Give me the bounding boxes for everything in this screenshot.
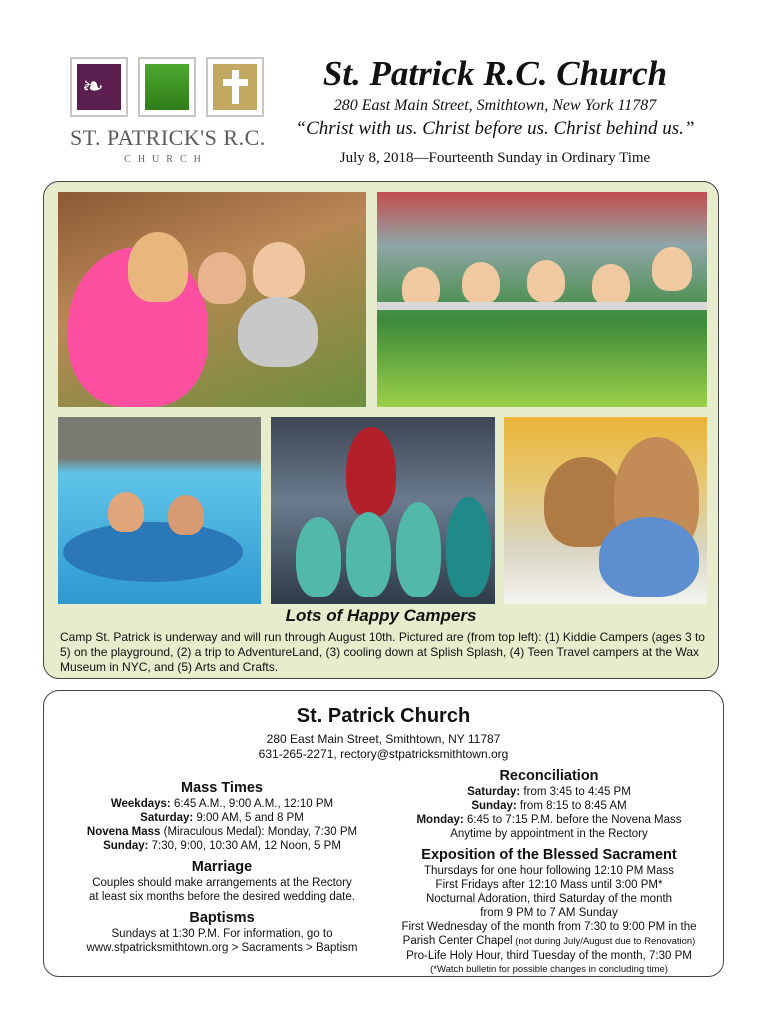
photo-wax-museum	[271, 417, 495, 604]
marriage-heading: Marriage	[191, 859, 253, 875]
church-address: 280 East Main Street, Smithtown, New York 11787	[333, 97, 657, 114]
exposition-line-2: First Fridays after 12:10 Mass until 3:00 PM*	[435, 879, 663, 891]
church-motto: “Christ with us. Christ before us. Christ behind us.”	[295, 118, 695, 139]
photo-splish-splash	[58, 417, 261, 604]
dove-logo-tile	[70, 57, 128, 117]
mass-saturday: Saturday: 9:00 AM, 5 and 8 PM	[140, 812, 304, 824]
exposition-heading: Exposition of the Blessed Sacrament	[421, 847, 677, 863]
logo-name: ST. PATRICK'S R.C.	[70, 125, 266, 150]
mass-weekdays: Weekdays: 6:45 A.M., 9:00 A.M., 12:10 PM	[110, 798, 334, 810]
info-contact: 631-265-2271, rectory@stpatricksmithtown.org	[258, 747, 509, 761]
baptisms-line-2: www.stpatricksmithtown.org > Sacraments > Baptism	[86, 942, 358, 954]
dove-icon: ❧	[82, 71, 104, 101]
exposition-line-3: Nocturnal Adoration, third Saturday of the month	[425, 893, 673, 905]
exposition-line-7: Pro-Life Holy Hour, third Tuesday of the month, 7:30 PM	[406, 950, 692, 962]
camp-caption: Camp St. Patrick is underway and will run through August 10th. Pictured are (from top left): (1) Kiddie Campers (ages 3 to 5) on the playground, (2) a trip to AdventureLand, (3) cooling down at Splish Splash, (4) Teen Travel campers at the Wax Museum in NYC, and (5) Arts and Crafts.	[60, 630, 705, 674]
mass-times-heading: Mass Times	[181, 780, 263, 796]
cross-icon	[213, 64, 257, 110]
baptisms-line-1: Sundays at 1:30 P.M. For information, go to	[111, 928, 333, 940]
exposition-line-4: from 9 PM to 7 AM Sunday	[480, 907, 618, 919]
photo-arts-and-crafts	[504, 417, 707, 604]
church-info-panel	[43, 690, 724, 977]
cross-logo-tile	[206, 57, 264, 117]
info-title: St. Patrick Church	[296, 705, 471, 727]
left-column	[62, 779, 382, 955]
exposition-note: (*Watch bulletin for possible changes in concluding time)	[430, 964, 668, 975]
camp-panel	[43, 181, 719, 679]
reconciliation-heading: Reconciliation	[499, 768, 599, 784]
exposition-line-5: First Wednesday of the month from 7:30 to 9:00 PM in the	[401, 921, 697, 933]
marriage-line-2: at least six months before the desired wedding date.	[89, 891, 355, 903]
reconciliation-monday: Monday: 6:45 to 7:15 P.M. before the Novena Mass	[416, 814, 682, 826]
reconciliation-appointment: Anytime by appointment in the Rectory	[450, 828, 648, 840]
camp-heading: Lots of Happy Campers	[285, 606, 477, 625]
photo-adventureland	[377, 192, 707, 407]
green-logo-tile	[138, 57, 196, 117]
page-title: St. Patrick R.C. Church	[322, 54, 668, 93]
right-column	[384, 767, 714, 977]
reconciliation-sunday: Sunday: from 8:15 to 8:45 AM	[471, 800, 627, 812]
logo-subtitle: CHURCH	[124, 154, 208, 165]
info-street: 280 East Main Street, Smithtown, NY 11787	[266, 732, 501, 746]
info-address	[44, 732, 723, 762]
baptisms-heading: Baptisms	[189, 910, 255, 926]
exposition-line-1: Thursdays for one hour following 12:10 PM Mass	[424, 865, 674, 877]
bulletin-date: July 8, 2018—Fourteenth Sunday in Ordinary Time	[339, 150, 651, 166]
photo-kiddie-campers	[58, 192, 366, 407]
marriage-line-1: Couples should make arrangements at the Rectory	[92, 877, 352, 889]
reconciliation-saturday: Saturday: from 3:45 to 4:45 PM	[467, 786, 631, 798]
exposition-line-6: Parish Center Chapel (not during July/August due to Renovation)	[402, 935, 696, 947]
mass-sunday: Sunday: 7:30, 9:00, 10:30 AM, 12 Noon, 5 PM	[103, 840, 341, 852]
mass-novena: Novena Mass (Miraculous Medal): Monday, 7:30 PM	[86, 826, 358, 838]
church-logo	[70, 57, 266, 169]
